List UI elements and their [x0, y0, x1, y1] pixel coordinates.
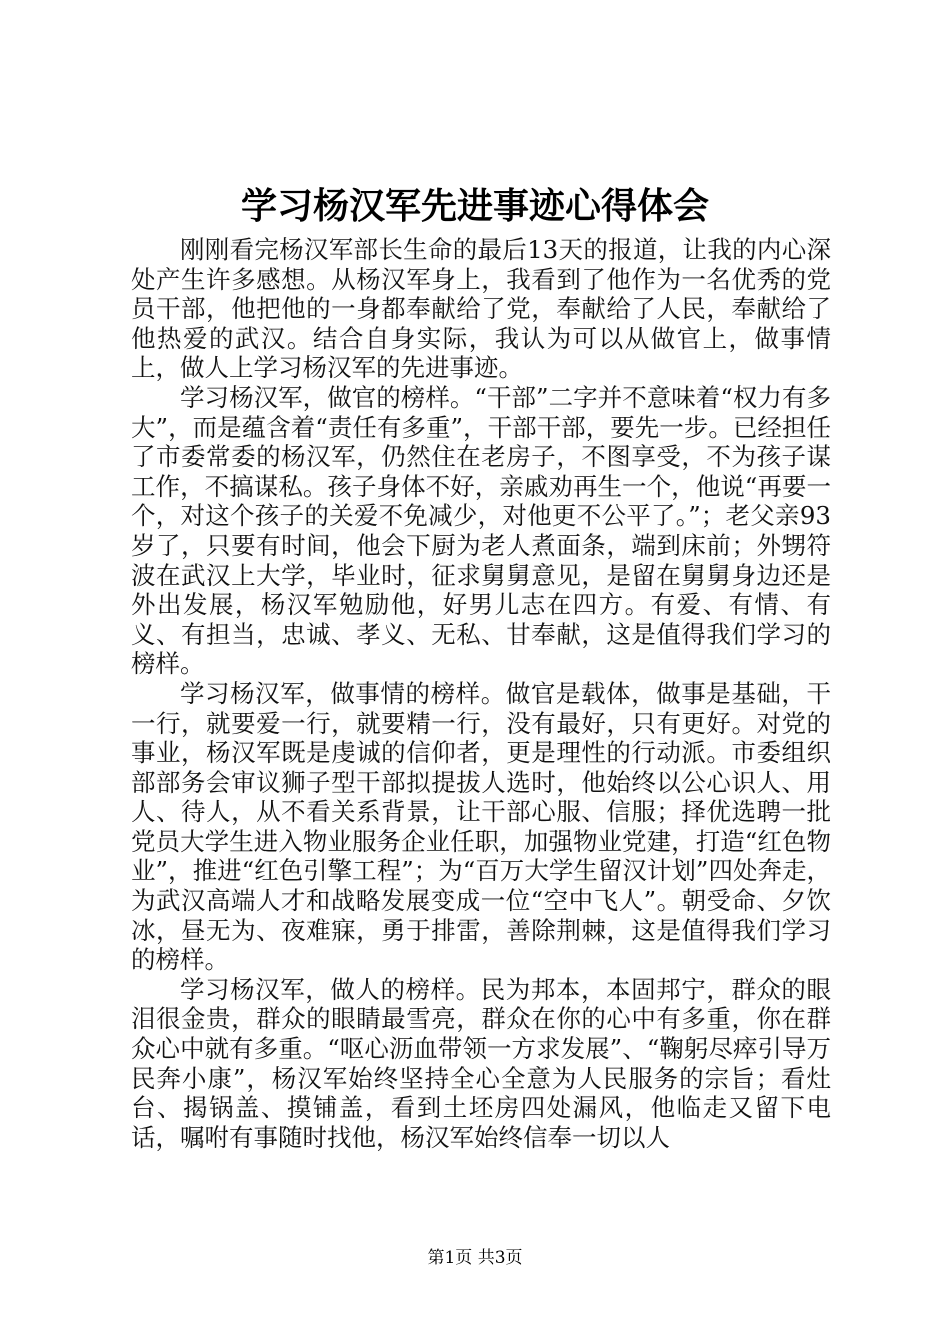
paragraph: 学习杨汉军，做人的榜样。民为邦本，本固邦宁，群众的眼泪很金贵，群众的眼睛最雪亮，群众在你的心中有多重，你在群众心中就有多重。“呕心沥血带领一方求发展”、“鞠躬尽瘁引导万民奔小康”，杨汉军始终坚持全心全意为人民服务的宗旨；看灶台、揭锅盖、摸铺盖，看到土坯房四处漏风，他临走又留下电话，嘱咐有事随时找他，杨汉军始终信奉一切以人: [131, 974, 831, 1152]
page-number-footer: 第1页 共3页: [427, 1248, 523, 1268]
document-body: [131, 235, 831, 1152]
paragraph: 刚刚看完杨汉军部长生命的最后13天的报道，让我的内心深处产生许多感想。从杨汉军身上，我看到了他作为一名优秀的党员干部，他把他的一身都奉献给了党，奉献给了人民，奉献给了他热爱的武汉。结合自身实际，我认为可以从做官上，做事情上，做人上学习杨汉军的先进事迹。: [131, 235, 831, 383]
paragraph: 学习杨汉军，做官的榜样。“干部”二字并不意味着“权力有多大”，而是蕴含着“责任有多重”，干部干部，要先一步。已经担任了市委常委的杨汉军，仍然住在老房子，不图享受，不为孩子谋工作，不搞谋私。孩子身体不好，亲戚劝再生一个，他说“再要一个，对这个孩子的关爱不免减少，对他更不公平了。”；老父亲93岁了，只要有时间，他会下厨为老人煮面条，端到床前；外甥符波在武汉上大学，毕业时，征求舅舅意见，是留在舅舅身边还是外出发展，杨汉军勉励他，好男儿志在四方。有爱、有情、有义、有担当，忠诚、孝义、无私、甘奉献，这是值得我们学习的榜样。: [131, 382, 831, 679]
paragraph: 学习杨汉军，做事情的榜样。做官是载体，做事是基础，干一行，就要爱一行，就要精一行，没有最好，只有更好。对党的事业，杨汉军既是虔诚的信仰者，更是理性的行动派。市委组织部部务会审议狮子型干部拟提拔人选时，他始终以公心识人、用人、待人，从不看关系背景，让干部心服、信服；择优选聘一批党员大学生进入物业服务企业任职，加强物业党建，打造“红色物业”，推进“红色引擎工程”；为“百万大学生留汉计划”四处奔走，为武汉高端人才和战略发展变成一位“空中飞人”。朝受命、夕饮冰，昼无为、夜难寐，勇于排雷，善除荆棘，这是值得我们学习的榜样。: [131, 678, 831, 975]
document-title: 学习杨汉军先进事迹心得体会: [240, 186, 709, 227]
